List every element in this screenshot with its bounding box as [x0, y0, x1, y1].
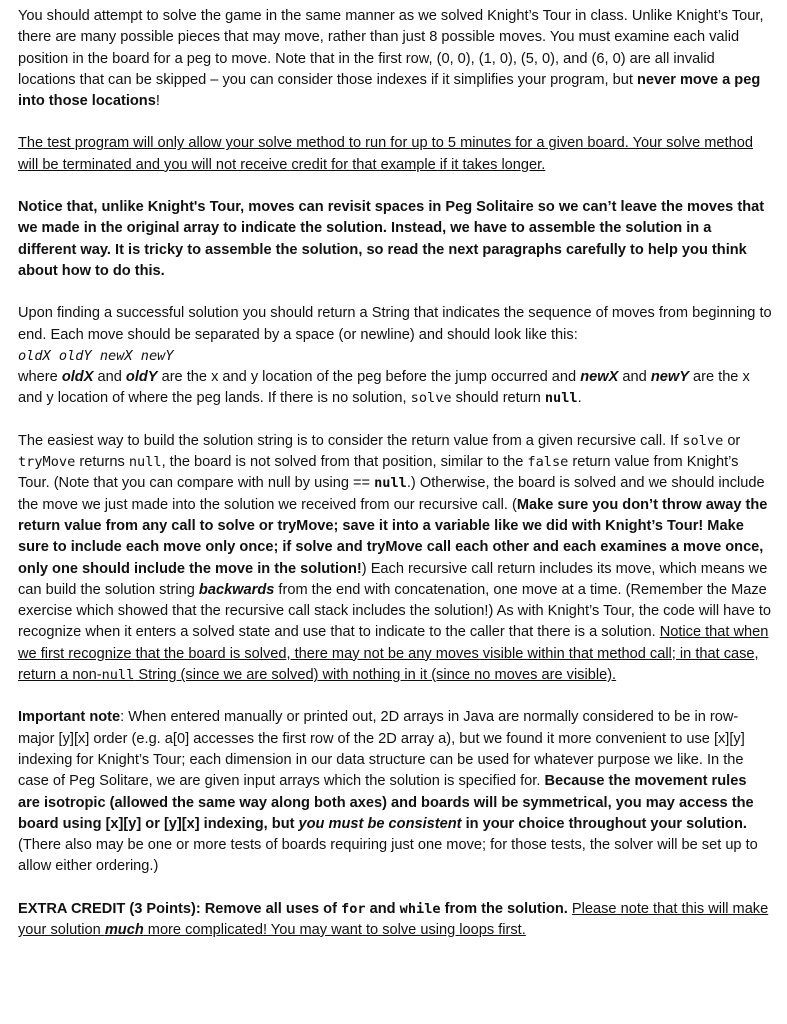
paragraph-solution-format: Upon finding a successful solution you should return a String that indicates the sequence of moves from beginning to end. Each move should be separated by a space (or newline) and should look like this: oldX oldY newX newY where oldX and oldY are the x and y location of the peg before the jump occurred and newX and newY are the x and y location of where the peg lands. If there is no solution, solve should return null. [18, 305, 772, 407]
paragraph-time-limit: The test program will only allow your solve method to run for up to 5 minutes for a given board. Your solve method will be terminated and you will not receive credit for that example if it takes longer. [18, 135, 753, 173]
move-format-code: oldX oldY newX newY [18, 347, 174, 364]
paragraph-important-note: Important note: When entered manually or printed out, 2D arrays in Java are normally considered to be in row-major [y][x] order (e.g. a[0] accesses the first row of the 2D array a), but we found it more convenient to use [x][y] indexing for Knight’s Tour; each dimension in our data structure can be used for whatever purpose we like. In the case of Peg Solitare, we are given input arrays which the solution is specified for. Because the movement rules are isotropic (allowed the same way along both axes) and boards will be symmetrical, you may access the board using [x][y] or [y][x] indexing, but you must be consistent in your choice throughout your solution. (There also may be one or more tests of boards requiring just one move; for those tests, the solver will be set up to allow either ordering.) [18, 709, 758, 875]
paragraph-build-solution: The easiest way to build the solution string is to consider the return value from a given recursive call. If solve or tryMove returns null, the board is not solved from that position, similar to the false return value from Knight’s Tour. (Note that you can compare with null by using == null.) Otherwise, the board is solved and we should include the move we just made into the solution we received from our recursive call. (Make sure you don’t throw away the return value from any call to solve or tryMove; save it into a variable like we did with Knight’s Tour! Make sure to include each move only once; if solve and tryMove call each other and each examines a move once, only one should include the move in the solution!) Each recursive call return includes its move, which means we can build the solution string backwards from the end with concatenation, one move at a time. (Remember the Maze exercise which showed that the recursive call stack includes the solution!) As with Knight’s Tour, the code will have to recognize when it enters a solved state and use that to indicate to the caller that there is a solution. Notice that when we first recognize that the board is solved, there may not be any moves visible within that method call; in that case, return a non-null String (since we are solved) with nothing in it (since no moves are visible). [18, 432, 772, 684]
paragraph-notice: Notice that, unlike Knight's Tour, moves can revisit spaces in Peg Solitaire so we can’t leave the moves that we made in the original array to indicate the solution. Instead, we have to assemble the solution in a different way. It is tricky to assemble the solution, so read the next paragraphs carefully to help you think about how to do this. [18, 199, 765, 279]
document-page [18, 6, 772, 941]
warning-emphasis: never move a peg into those locations [18, 71, 761, 110]
paragraph-extra-credit: EXTRA CREDIT (3 Points): Remove all uses of for and while from the solution. Please note that this will make your solution much more complicated! You may want to solve using loops first. [18, 900, 769, 938]
paragraph-intro: You should attempt to solve the game in the same manner as we solved Knight’s Tour in class. Unlike Knight’s Tour, there are many possible pieces that may move, rather than just 8 possible moves. You must examine each valid position in the board for a peg to move. Note that in the first row, (0, 0), (1, 0), (5, 0), and (6, 0) are all invalid locations that can be skipped – you can consider those indexes if it simplifies your program, but never move a peg into those locations! [18, 8, 764, 110]
